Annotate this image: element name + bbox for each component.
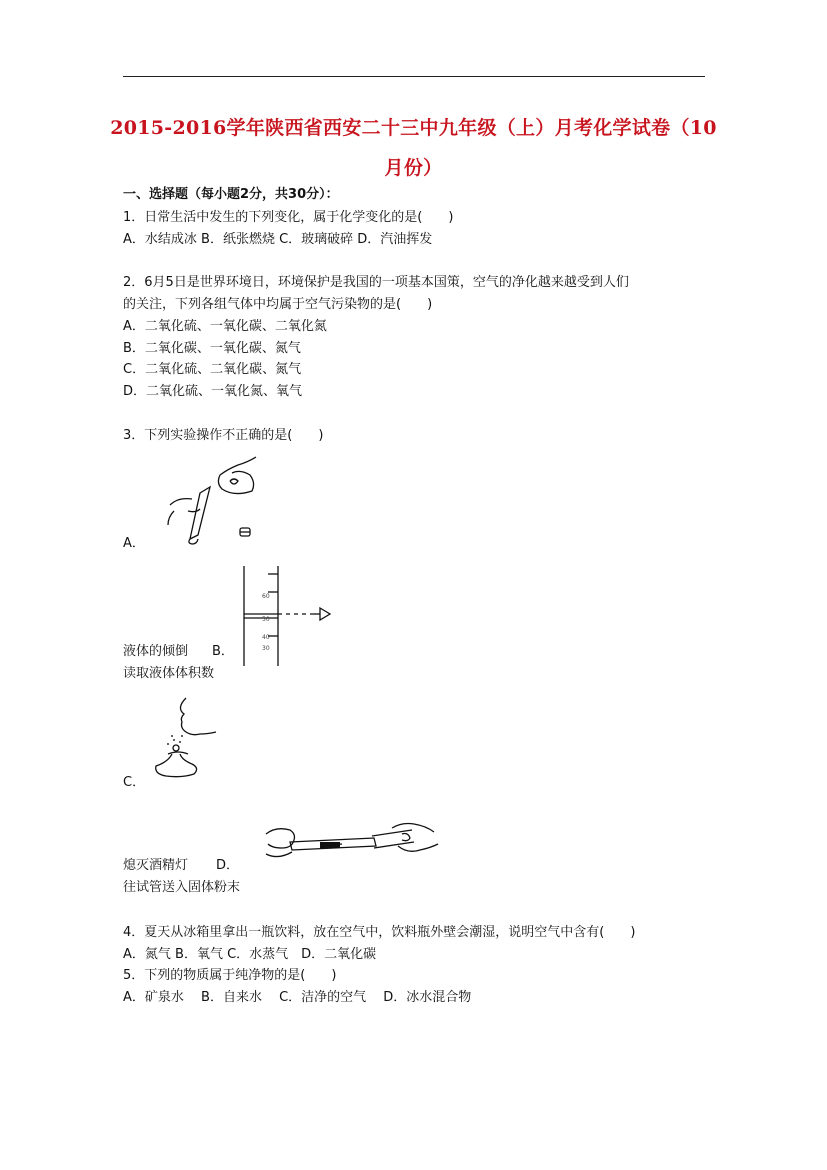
pouring-liquid-figure: [160, 455, 270, 545]
measuring-cylinder-figure: [238, 562, 348, 667]
q3-option-d-caption: 往试管送入固体粉末: [123, 880, 241, 895]
q3-option-c-caption: 熄灭酒精灯: [123, 858, 189, 873]
q3-option-d-label: D．: [216, 858, 240, 873]
q4-stem: 4．夏天从冰箱里拿出一瓶饮料，放在空气中，饮料瓶外壁会潮湿，说明空气中含有( ): [123, 925, 636, 940]
cylinder-tick-label: 30: [262, 645, 270, 652]
q3-option-b-label: B．: [212, 644, 234, 659]
cylinder-tick-label: 50: [262, 616, 270, 623]
q1-options: A．水结成冰 B．纸张燃烧 C．玻璃破碎 D．汽油挥发: [123, 232, 433, 247]
q3-option-c-label: C．: [123, 775, 146, 790]
q2-option-d: D．二氧化硫、一氧化氮、氧气: [123, 384, 303, 399]
q3-option-a-label: A．: [123, 536, 145, 551]
cylinder-tick-label: 40: [262, 634, 270, 641]
q1-stem: 1．日常生活中发生的下列变化，属于化学变化的是( ): [123, 210, 454, 225]
exam-title-line1: 2015-2016学年陕西省西安二十三中九年级（上）月考化学试卷（10: [110, 117, 717, 139]
smelling-gas-figure: [150, 696, 220, 782]
q3-stem: 3．下列实验操作不正确的是( ): [123, 428, 324, 443]
q2-option-b: B．二氧化碳、一氧化碳、氮气: [123, 341, 301, 356]
q5-options: A．矿泉水 B．自来水 C．洁净的空气 D．冰水混合物: [123, 990, 472, 1005]
q2-stem-line1: 2．6月5日是世界环境日，环境保护是我国的一项基本国策，空气的净化越来越受到人们: [123, 275, 629, 290]
header-rule: [123, 76, 705, 77]
q4-options: A．氮气 B．氧气 C．水蒸气 D．二氧化碳: [123, 947, 377, 962]
q2-stem-line2: 的关注，下列各组气体中均属于空气污染物的是( ): [123, 297, 433, 312]
q3-option-a-caption: 液体的倾倒: [123, 644, 189, 659]
powder-into-tube-figure: [262, 818, 442, 868]
cylinder-tick-labels: [262, 593, 270, 652]
q2-option-c: C．二氧化硫、二氧化碳、氮气: [123, 362, 302, 377]
section-heading: 一、选择题（每小题2分，共30分）：: [123, 187, 339, 202]
q5-stem: 5．下列的物质属于纯净物的是( ): [123, 968, 337, 983]
q3-option-b-caption: 读取液体体积数: [123, 666, 215, 681]
exam-title-line2: 月份）: [384, 157, 443, 179]
cylinder-tick-label: 60: [262, 593, 270, 600]
q2-option-a: A．二氧化硫、一氧化碳、二氧化氮: [123, 319, 327, 334]
